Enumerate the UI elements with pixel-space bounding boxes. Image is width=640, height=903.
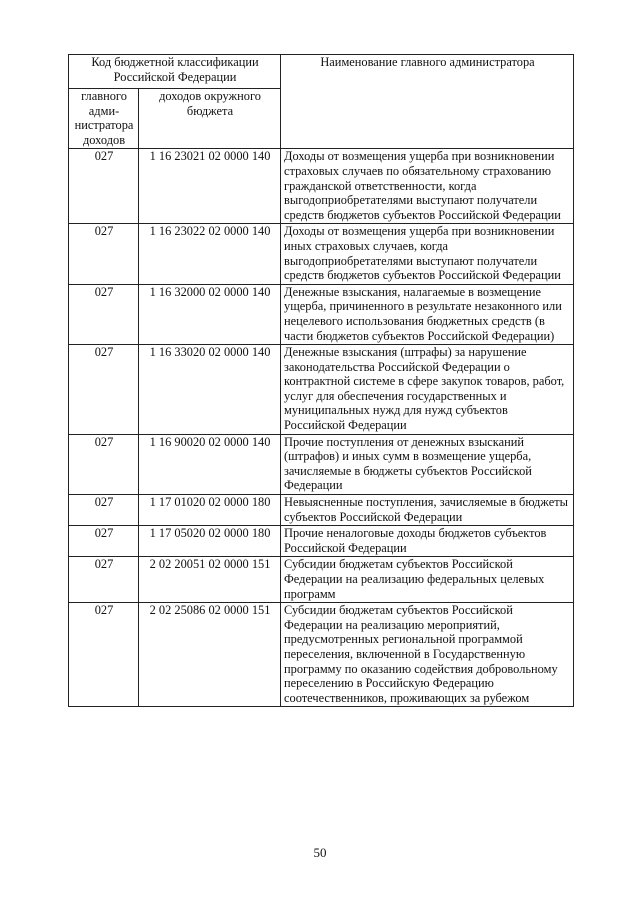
income-code-cell: 1 16 33020 02 0000 140: [139, 345, 281, 435]
income-code-cell: 1 16 90020 02 0000 140: [139, 434, 281, 494]
admin-code-cell: 027: [69, 224, 139, 284]
income-code-cell: 2 02 25086 02 0000 151: [139, 603, 281, 707]
table-row: [69, 434, 574, 494]
admin-name-cell: Доходы от возмещения ущерба при возникновении иных страховых случаев, когда выгодоприобретателями выступают получатели средств бюджетов субъектов Российской Федерации: [281, 224, 574, 284]
header-code-column: доходов окружного бюджета: [139, 89, 281, 149]
income-code-cell: 1 16 23021 02 0000 140: [139, 149, 281, 224]
table-row: [69, 557, 574, 603]
admin-name-cell: Прочие неналоговые доходы бюджетов субъектов Российской Федерации: [281, 526, 574, 557]
admin-name-cell: Денежные взыскания (штрафы) за нарушение законодательства Российской Федерации о контрактной системе в сфере закупок товаров, работ, услуг для обеспечения государственных и муниципальных нужд для нужд субъектов Российской Федерации: [281, 345, 574, 435]
header-name-column: Наименование главного администратора: [281, 55, 574, 149]
income-code-cell: 1 17 01020 02 0000 180: [139, 495, 281, 526]
table-row: [69, 224, 574, 284]
income-code-cell: 1 17 05020 02 0000 180: [139, 526, 281, 557]
admin-name-cell: Невыясненные поступления, зачисляемые в бюджеты субъектов Российской Федерации: [281, 495, 574, 526]
admin-name-cell: Прочие поступления от денежных взысканий (штрафов) и иных сумм в возмещение ущерба, зачисляемые в бюджеты субъектов Российской Федерации: [281, 434, 574, 494]
admin-code-cell: 027: [69, 345, 139, 435]
income-code-cell: 1 16 32000 02 0000 140: [139, 284, 281, 344]
budget-classification-table: [68, 54, 574, 707]
admin-code-cell: 027: [69, 149, 139, 224]
admin-name-cell: Доходы от возмещения ущерба при возникновении страховых случаев по обязательному страхованию гражданской ответственности, когда выгодоприобретателями выступают получатели средств бюджетов субъектов Российской Федерации: [281, 149, 574, 224]
header-admin-column: главного адми-нистратора доходов: [69, 89, 139, 149]
table-row: [69, 149, 574, 224]
table-row: [69, 495, 574, 526]
income-code-cell: 1 16 23022 02 0000 140: [139, 224, 281, 284]
table-row: [69, 284, 574, 344]
table-row: [69, 526, 574, 557]
admin-name-cell: Субсидии бюджетам субъектов Российской Федерации на реализацию федеральных целевых программ: [281, 557, 574, 603]
admin-code-cell: 027: [69, 495, 139, 526]
admin-code-cell: 027: [69, 434, 139, 494]
admin-code-cell: 027: [69, 603, 139, 707]
header-row-1: [69, 55, 574, 89]
admin-name-cell: Субсидии бюджетам субъектов Российской Федерации на реализацию мероприятий, предусмотренных региональной программой переселения, включенной в Государственную программу по оказанию содействия добровольному переселению в Российскую Федерацию соотечественников, проживающих за рубежом: [281, 603, 574, 707]
admin-code-cell: 027: [69, 557, 139, 603]
admin-name-cell: Денежные взыскания, налагаемые в возмещение ущерба, причиненного в результате незаконного или нецелевого использования бюджетных средств (в части бюджетов субъектов Российской Федерации): [281, 284, 574, 344]
header-group-title: Код бюджетной классификации Российской Федерации: [69, 55, 281, 89]
table-row: [69, 603, 574, 707]
admin-code-cell: 027: [69, 526, 139, 557]
page-number: 50: [313, 845, 327, 860]
income-code-cell: 2 02 20051 02 0000 151: [139, 557, 281, 603]
admin-code-cell: 027: [69, 284, 139, 344]
table-row: [69, 345, 574, 435]
